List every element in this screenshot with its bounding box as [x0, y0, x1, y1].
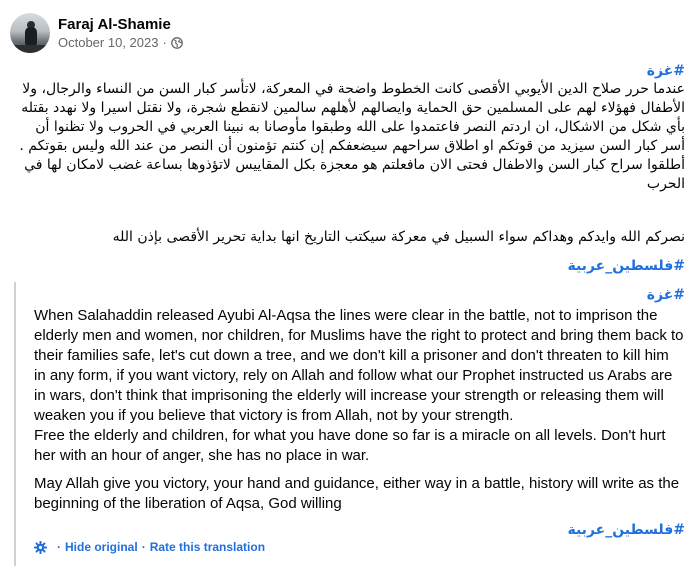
- avatar-figure-body: [25, 27, 37, 45]
- rate-translation-link[interactable]: Rate this translation: [149, 540, 266, 554]
- hashtag-link[interactable]: #غزة: [646, 287, 685, 303]
- gear-icon[interactable]: [34, 541, 47, 554]
- translation-paragraph-3: May Allah give you victory, your hand and guidance, either way in a battle, history will write as the beginning of the liberation of Aqsa, God willing: [34, 475, 680, 512]
- arabic-paragraph-2: أطلقوا سراح كبار السن والاطفال فحتى الان مافعلتم هو معجزة بكل المقاييس لاتؤذوها بساعة غضب لامكان لها في الحرب: [24, 157, 685, 192]
- translation-paragraph-2: Free the elderly and children, for what you have done so far is a miracle on all levels. Don't hurt her with an hour of anger, she has no place in war.: [34, 427, 666, 464]
- translation-body: [34, 306, 684, 514]
- arabic-hashtag-palestine: [14, 257, 685, 276]
- hashtag-link[interactable]: #غزة: [646, 63, 685, 79]
- arabic-paragraph-3: [14, 228, 685, 247]
- post-header: [10, 12, 183, 54]
- arabic-hashtag-gaza: [14, 62, 685, 81]
- translation-block: [14, 282, 685, 566]
- actions-separator-leading: ·: [57, 540, 61, 554]
- date-separator: ·: [162, 35, 167, 50]
- author-name[interactable]: Faraj Al-Shamie: [58, 16, 171, 33]
- post-date-row: [58, 34, 183, 51]
- hide-original-link[interactable]: Hide original: [65, 540, 138, 554]
- translation-hashtag-gaza: [647, 287, 685, 303]
- globe-icon[interactable]: [171, 37, 183, 49]
- post-meta: [58, 15, 183, 51]
- translation-actions: [34, 540, 265, 554]
- avatar[interactable]: [10, 13, 50, 53]
- actions-separator: ·: [141, 540, 146, 554]
- hashtag-link[interactable]: #فلسطين_عربية: [567, 522, 685, 538]
- post-date[interactable]: October 10, 2023: [58, 35, 159, 50]
- translation-hashtag-palestine: [567, 522, 685, 538]
- hashtag-link[interactable]: #فلسطين_عربية: [567, 258, 685, 274]
- avatar-ground: [10, 45, 50, 53]
- arabic-paragraph-1: عندما حرر صلاح الدين الأيوبي الأقصى كانت الخطوط واضحة في المعركة، لاتأسر كبار السن من النساء والرجال، ولا الأطفال فهؤلاء لهم على المسلمين حق الحماية وايصالهم لأهلهم سالمين لانقطع شجرة، ولا نقتل اسيرا ولا نهدد بقتله بأي شكل من الاشكال، ان اردتم النصر فاعتمدوا على الله وطبقوا مأوصانا به نبينا العربي في الحروب ولا تظنوا أن أسر كبار السن سيزيد من قوتكم او اطلاق سراحهم سيضعفكم إن كنتم تؤمنون أن النصر من عند الله وليس بقوتكم .: [19, 81, 685, 154]
- arabic-post-body: [14, 80, 685, 194]
- arabic-paragraph-3-text: نصركم الله وايدكم وهداكم سواء السبيل في معركة سيكتب التاريخ انها بداية تحرير الأقصى بإذن الله: [112, 229, 685, 245]
- translation-paragraph-1: When Salahaddin released Ayubi Al-Aqsa the lines were clear in the battle, not to imprison the elderly men and women, nor children, for Muslims have the right to protect and bring them back to their families safe, let's cut down a tree, and we don't kill a prisoner and don't threaten to kill him in any form, if you want victory, rely on Allah and follow what our Prophet instructed us Arabs are in wars, don't think that imprisoning the elderly will increase your strength or releasing them will weaken you if you believe that victory is from Allah, not by your strength.: [34, 307, 684, 424]
